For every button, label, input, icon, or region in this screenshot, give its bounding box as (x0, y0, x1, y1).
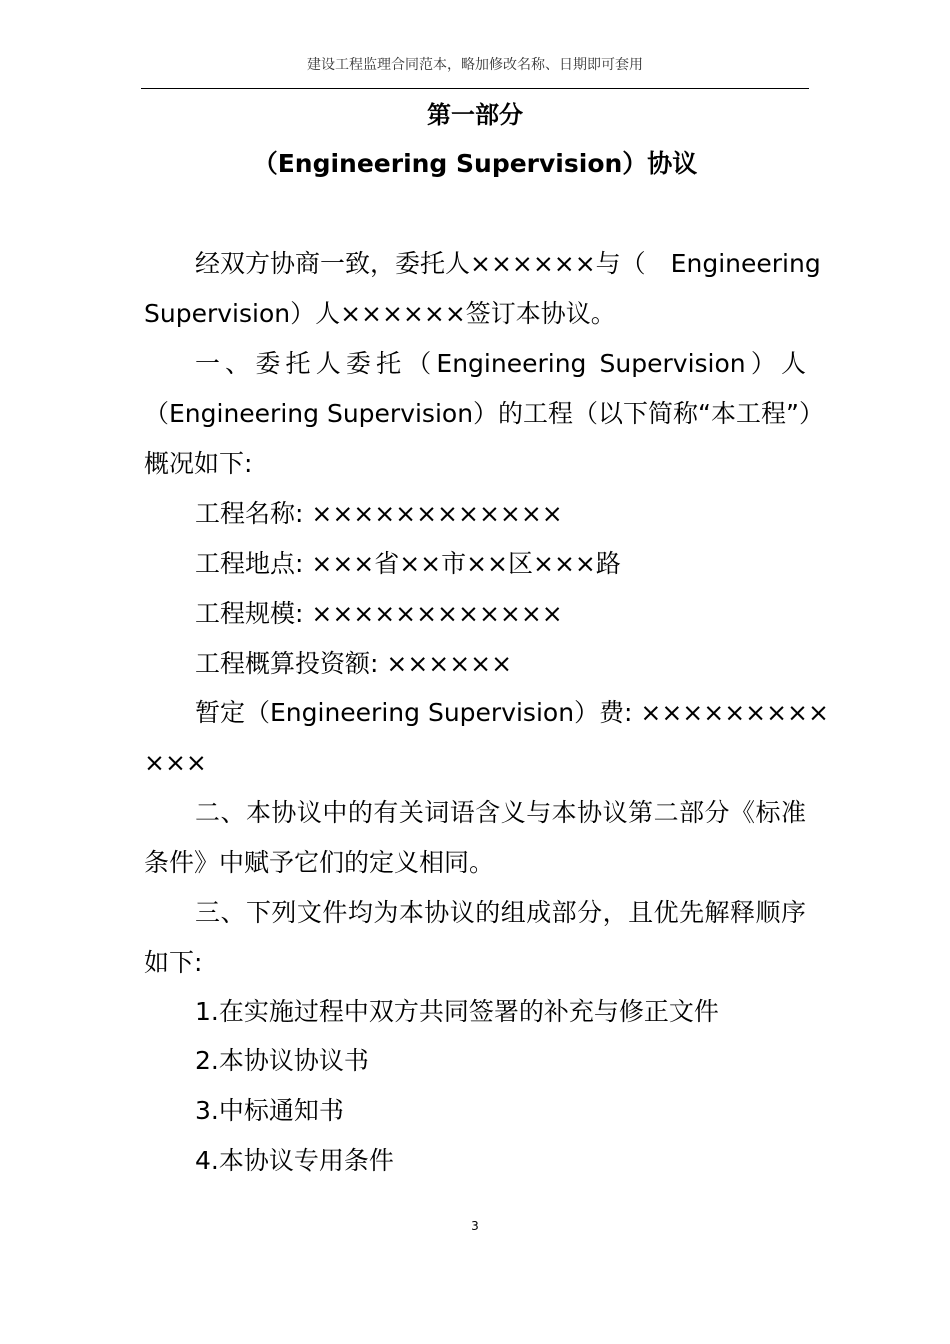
clause-2-line-1: 二、本协议中的有关词语含义与本协议第二部分《标准 (195, 798, 806, 827)
clause-1-line-1: 一、委托人委托（Engineering Supervision）人 (195, 349, 806, 378)
supervision-fee-line-2: ××× (144, 748, 207, 777)
clause-3-line-2: 如下: (144, 948, 203, 977)
part-title: 第一部分 (427, 101, 523, 129)
clause-1-line-2: （Engineering Supervision）的工程（以下简称“本工程”） (144, 399, 824, 428)
project-location-line: 工程地点: ×××省××市××区×××路 (195, 549, 621, 578)
header-divider (141, 88, 809, 89)
document-list-item-4: 4.本协议专用条件 (195, 1146, 394, 1175)
project-scale-line: 工程规模: ×××××××××××× (195, 599, 563, 628)
document-list-item-1: 1.在实施过程中双方共同签署的补充与修正文件 (195, 997, 719, 1026)
intro-line-1: 经双方协商一致，委托人××××××与（ Engineering (195, 249, 821, 278)
supervision-fee-line-1: 暂定（Engineering Supervision）费: ××××××××× (195, 698, 829, 727)
intro-line-2: Supervision）人××××××签订本协议。 (144, 299, 616, 328)
project-investment-line: 工程概算投资额: ×××××× (195, 649, 513, 678)
document-list-item-3: 3.中标通知书 (195, 1096, 344, 1125)
clause-2-line-2: 条件》中赋予它们的定义相同。 (144, 848, 495, 877)
document-list-item-2: 2.本协议协议书 (195, 1046, 369, 1075)
project-name-line: 工程名称: ×××××××××××× (195, 499, 563, 528)
agreement-title: （Engineering Supervision）协议 (252, 149, 698, 178)
clause-3-line-1: 三、下列文件均为本协议的组成部分，且优先解释顺序 (195, 898, 806, 927)
page-header: 建设工程监理合同范本，略加修改名称、日期即可套用 (307, 57, 643, 73)
page-number: 3 (471, 1219, 479, 1233)
clause-1-line-3: 概况如下: (144, 449, 253, 478)
